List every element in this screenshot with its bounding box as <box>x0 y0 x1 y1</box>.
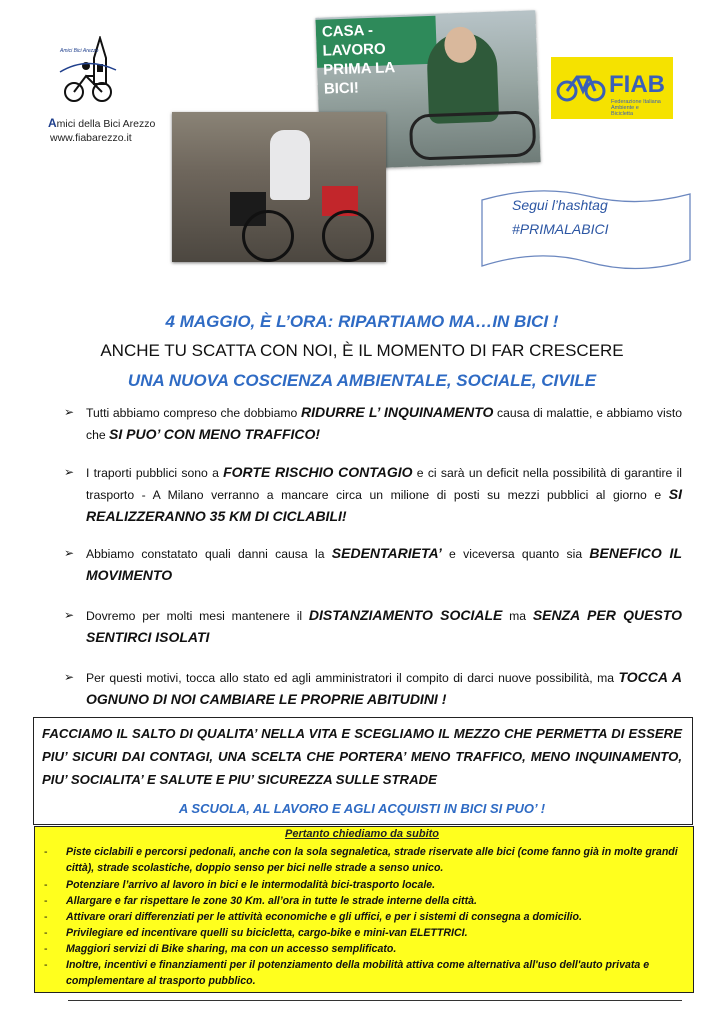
request-item: - Privilegiare ed incentivare quelli su bicicletta, cargo-bike e mini-van ELETTRICI. <box>44 927 468 939</box>
cyclist-photo-man <box>172 112 386 262</box>
fiab-logo-subtitle: Federazione Italiana Ambiente e Bicicletta <box>611 99 661 117</box>
bicycle-icon <box>553 57 609 119</box>
request-item: - Attivare orari differenziati per le attività economiche e gli uffici, e per i sistemi di consegna a domicilio. <box>44 911 582 923</box>
headline-date: 4 MAGGIO, È L’ORA: RIPARTIAMO MA…IN BICI ! <box>165 312 559 331</box>
fiab-logo-text: FIAB <box>609 71 665 98</box>
hashtag-link[interactable]: #PRIMALABICI <box>512 221 609 237</box>
request-item: - Maggiori servizi di Bike sharing, ma con un accesso semplificato. <box>44 943 397 955</box>
arrow-bullet-icon: ➢ <box>64 670 75 684</box>
bullet-pollution: ➢ Tutti abbiamo compreso che dobbiamo RIDURRE L’ INQUINAMENTO causa di malattie, e abbiamo visto che SI PUO’ CON MENO TRAFFICO! <box>64 404 682 442</box>
headline-call: ANCHE TU SCATTA CON NOI, È IL MOMENTO DI FAR CRESCERE <box>100 341 624 360</box>
request-item: - Inoltre, incentivi e finanziamenti per il potenziamento della mobilità attiva come alternativa all'uso dell'auto privata e complementare al trasporto pubblico. <box>44 959 650 988</box>
arrow-bullet-icon: ➢ <box>64 546 75 560</box>
quality-leap-text: FACCIAMO IL SALTO DI QUALITA’ NELLA VITA E SCEGLIAMO IL MEZZO CHE PERMETTA DI ESSERE PIU’ SICURI DAI CONTAGI, UNA SCELTA CHE PORTERA’ MENO TRAFFICO, MENO INQUINAMENTO, PIU’ SOCIALITA’ E SALUTE E PIU’ SICUREZZA SULLE STRADE <box>42 726 682 787</box>
bullet-habits: ➢ Per questi motivi, tocca allo stato ed agli amministratori il compito di darci nuove possibilità, ma TOCCA A OGNUNO DI NOI CAMBIARE LE PROPRIE ABITUDINI ! <box>64 669 682 707</box>
bullet-public-transport: ➢ I traporti pubblici sono a FORTE RISCHIO CONTAGIO e ci sarà un deficit nella possibilità di garantire il trasporto - A Milano verranno a mancare circa un milione di posti su mezzi pubblici al giorno e SI REALIZZERANNO 35 KM DI CICLABILI! <box>64 464 682 524</box>
slogan: A SCUOLA, AL LAVORO E AGLI ACQUISTI IN BICI SI PUO’ ! <box>178 801 546 816</box>
request-item: - Allargare e far rispettare le zone 30 Km. all’ora in tutte le strade interne della città. <box>44 895 477 907</box>
requests-title: Pertanto chiediamo da subito <box>284 828 440 840</box>
fiab-logo <box>551 57 673 119</box>
org-website[interactable]: www.fiabarezzo.it <box>50 132 132 144</box>
bullet-distancing: ➢ Dovremo per molti mesi mantenere il DISTANZIAMENTO SOCIALE ma SENZA PER QUESTO SENTIRCI ISOLATI <box>64 607 682 645</box>
arrow-bullet-icon: ➢ <box>64 608 75 622</box>
logo-lettering: Amici Bici Arezzo <box>60 48 99 54</box>
arrow-bullet-icon: ➢ <box>64 405 75 419</box>
amici-bici-logo <box>56 36 146 108</box>
arrow-bullet-icon: ➢ <box>64 465 75 479</box>
hashtag-label: Segui l’hashtag <box>512 197 608 213</box>
request-item: - Potenziare l’arrivo al lavoro in bici e le intermodalità bici-trasporto locale. <box>44 879 436 891</box>
bullet-sedentary: ➢ Abbiamo constatato quali danni causa la SEDENTARIETA’ e viceversa quanto sia BENEFICO IL MOVIMENTO <box>64 545 683 583</box>
org-name: Amici della Bici Arezzo <box>48 116 156 130</box>
request-item: - Piste ciclabili e percorsi pedonali, anche con la sola segnaletica, strade riservate alle bici (come fanno già in molte grandi città), strade scolastiche, doppio senso per bici nelle strade a senso unico. <box>44 846 678 875</box>
headline-conscience: UNA NUOVA COSCIENZA AMBIENTALE, SOCIALE, CIVILE <box>127 371 597 390</box>
photo-banner-line2: PRIMA LA BICI! <box>322 59 395 98</box>
photo-banner-line1: CASA - LAVORO <box>321 21 386 60</box>
footer-divider <box>68 1000 682 1001</box>
photo-banner <box>315 16 437 98</box>
